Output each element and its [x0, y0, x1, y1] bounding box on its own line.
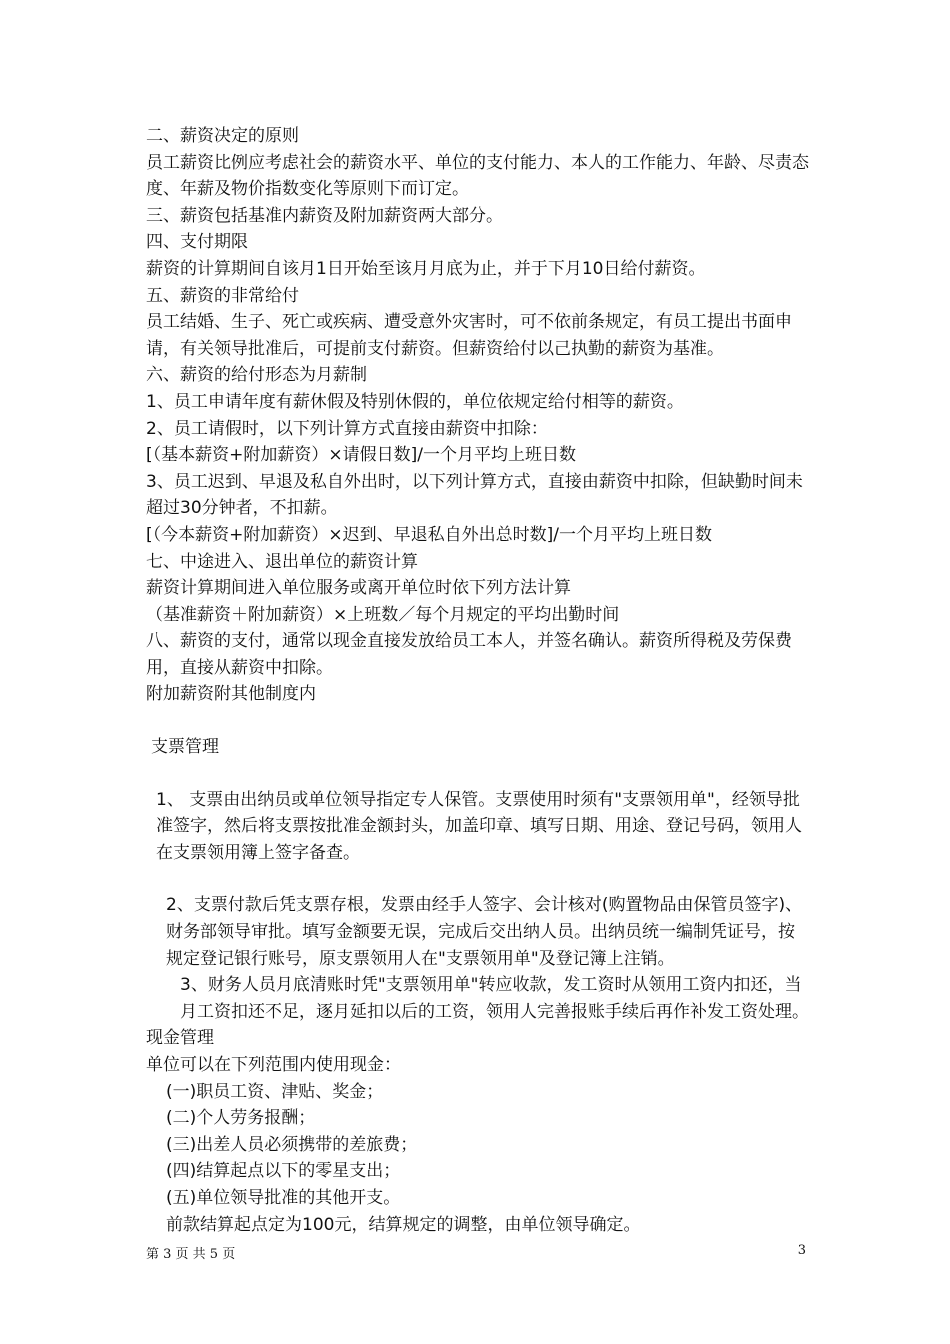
paragraph: 附加薪资附其他制度内 [146, 684, 316, 705]
list-item: (五)单位领导批准的其他开支。 [166, 1187, 401, 1208]
page-footer-info: 第 3 页 共 5 页 [146, 1247, 236, 1262]
list-item: (四)结算起点以下的零星支出； [166, 1161, 401, 1182]
section-heading-7: 七、中途进入、退出单位的薪资计算 [146, 551, 418, 572]
paragraph: 员工结婚、生子、死亡或疾病、遭受意外灾害时，可不依前条规定，有员工提出书面申请，有关领导批准后，可提前支付薪资。但薪资给付以己执勤的薪资为基准。 [146, 312, 792, 359]
spacer [146, 708, 810, 734]
paragraph: 薪资计算期间进入单位服务或离开单位时依下列方法计算 [146, 578, 571, 599]
spacer [146, 761, 810, 787]
list-item: 2、员工请假时，以下列计算方式直接由薪资中扣除： [146, 418, 548, 439]
list-item: (一)职员工资、津贴、奖金； [166, 1081, 384, 1102]
paragraph: 薪资的计算期间自该月1日开始至该月月底为止，并于下月10日给付薪资。 [146, 258, 706, 279]
list-item: 1、员工申请年度有薪休假及特别休假的，单位依规定给付相等的薪资。 [146, 391, 684, 412]
section-title-cash: 现金管理 [146, 1028, 214, 1049]
list-item: 2、支票付款后凭支票存根，发票由经手人签字、会计核对(购置物品由保管员签字)、财务部领导审批。填写金额要无误，完成后交出纳人员。出纳员统一编制凭证号，按规定登记银行账号，原支票领用人在"支票领用单"及登记簿上注销。 [166, 895, 803, 969]
paragraph: 前款结算起点定为100元，结算规定的调整，由单位领导确定。 [166, 1214, 641, 1235]
paragraph: 单位可以在下列范围内使用现金： [146, 1055, 401, 1075]
section-heading-5: 五、薪资的非常给付 [146, 285, 299, 306]
document-body [146, 123, 810, 1238]
paragraph: 员工薪资比例应考虑社会的薪资水平、单位的支付能力、本人的工作能力、年龄、尽责态度、年薪及物价指数变化等原则下而订定。 [146, 152, 809, 200]
formula: （基准薪资＋附加薪资）×上班数／每个月规定的平均出勤时间 [146, 604, 620, 625]
list-item: (二)个人劳务报酬； [166, 1108, 316, 1129]
section-heading-8: 八、薪资的支付，通常以现金直接发放给员工本人，并签名确认。薪资所得税及劳保费用，直接从薪资中扣除。 [146, 631, 792, 678]
section-heading-2: 二、薪资决定的原则 [146, 126, 299, 146]
list-item: 1、 支票由出纳员或单位领导指定专人保管。支票使用时须有"支票领用单"，经领导批准签字，然后将支票按批准金额封头，加盖印章、填写日期、用途、登记号码，领用人在支票领用簿上签字备查。 [156, 789, 802, 863]
section-heading-3: 三、薪资包括基准内薪资及附加薪资两大部分。 [146, 205, 503, 226]
list-item: (三)出差人员必须携带的差旅费； [166, 1134, 418, 1155]
spacer [146, 866, 810, 892]
formula: [（基本薪资+附加薪资）×请假日数]/一个月平均上班日数 [146, 445, 576, 466]
section-title-cheque: 支票管理 [151, 737, 219, 758]
section-heading-4: 四、支付期限 [146, 232, 248, 253]
list-item: 3、员工迟到、早退及私自外出时，以下列计算方式，直接由薪资中扣除，但缺勤时间未超过30分钟者，不扣薪。 [146, 471, 803, 519]
page-number: 3 [797, 1243, 806, 1258]
formula: [（今本薪资+附加薪资）×迟到、早退私自外出总时数]/一个月平均上班日数 [146, 524, 712, 545]
section-heading-6: 六、薪资的给付形态为月薪制 [146, 365, 367, 386]
list-item: 3、财务人员月底清账时凭"支票领用单"转应收款，发工资时从领用工资内扣还，当月工资扣还不足，逐月延扣以后的工资，领用人完善报账手续后再作补发工资处理。 [180, 975, 809, 1022]
